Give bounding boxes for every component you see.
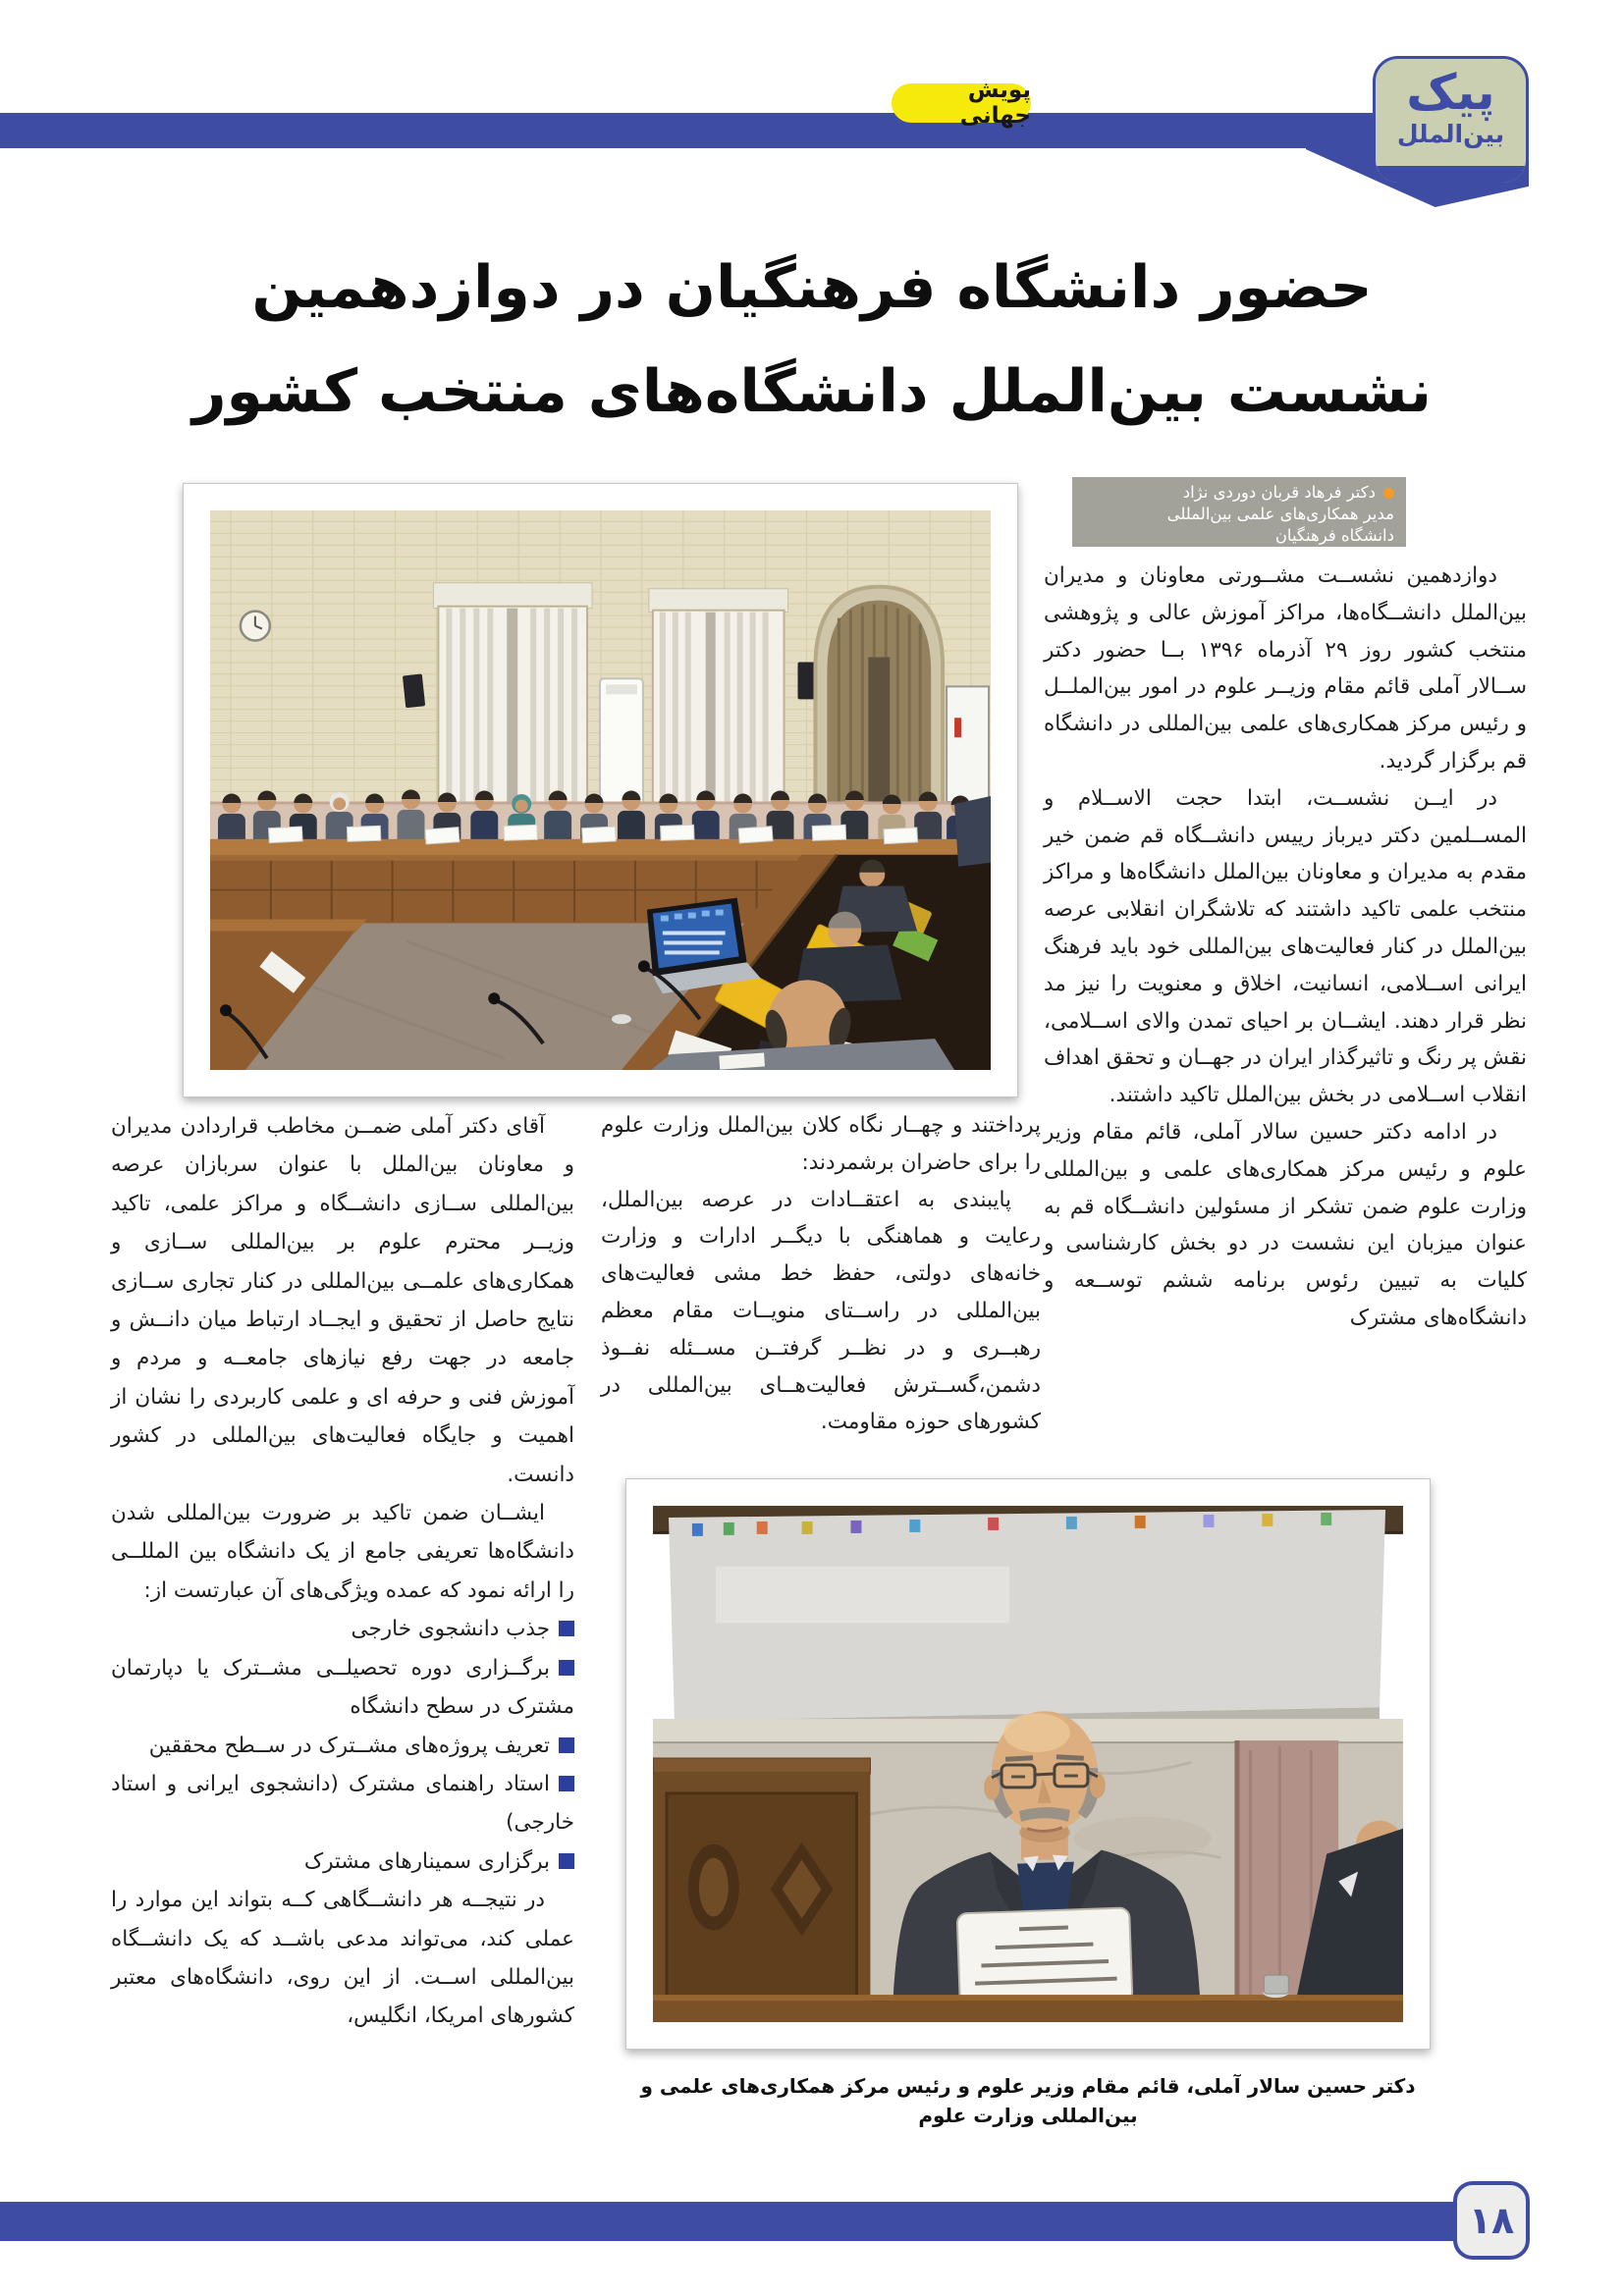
author-bullet-icon: [1383, 488, 1394, 499]
bullet-square-icon: [559, 1737, 574, 1753]
section-badge: [892, 78, 1031, 129]
author-org: دانشگاه فرهنگیان: [1274, 526, 1394, 545]
magazine-logo: [1373, 56, 1529, 186]
paragraph: در نتیجــه هر دانشــگاهی کــه بتواند این موارد را عملی کند، می‌تواند مدعی باشــد که یک دانشــگاه بین‌المللی اســت. از این روی، دانشگاه‌های معتبر کشورهای امریکا، انگلیس،: [111, 1888, 574, 2029]
bullet-square-icon: [559, 1776, 574, 1791]
author-role: مدیر همکاری‌های علمی بین‌المللی: [1166, 505, 1394, 523]
article-title-line1: حضور دانشگاه فرهنگیان در دوازدهمین: [251, 253, 1373, 322]
column-left: [111, 1107, 574, 2036]
section-badge-label: پویش جهانی: [959, 78, 1031, 129]
bullet-square-icon: [559, 1853, 574, 1869]
list-item: برگزاری سمینارهای مشترک: [111, 1842, 574, 1881]
paragraph: دوازدهمین نشســت مشــورتی معاونان و مدیران بین‌الملل دانشــگاه‌ها، مراکز آموزش عالی و پژوهشی منتخب کشور روز ۲۹ آذرماه ۱۳۹۶ بــا حضور دکتر ســالار آملی قائم مقام وزیــر علوم در امور بین‌الملــل و رئیس مرکز همکاری‌های علمی بین‌المللی در دانشگاه قم برگزار گردید.: [1044, 563, 1527, 774]
meeting-room-photo: [210, 510, 991, 1070]
logo-subtitle: بین‌الملل: [1396, 120, 1505, 148]
paragraph: در ادامه دکتر حسین سالار آملی، قائم مقام وزیر علوم و رئیس مرکز همکاری‌های علمی و بین‌المللی وزارت علوم ضمن تشکر از مسئولین دانشــگاه قم به عنوان میزبان این نشست در دو بخش کارشناسی و کلیات به تبیین رئوس برنامه ششم توســعه و دانشگاه‌های مشترک: [1044, 1119, 1527, 1330]
meeting-room-photo-frame: [183, 483, 1018, 1097]
paragraph: آقای دکتر آملی ضمــن مخاطب قراردادن مدیران و معاونان بین‌الملل با عنوان سربازان عرصه بین‌المللی ســازی دانشــگاه و مراکز علمی، تاکید وزیــر محترم علوم بر بین‌المللی ســازی و همکاری‌های علمــی بین‌المللی در کنار تجاری ســازی نتایج حاصل از تحقیق و ایجــاد ارتباط میان دانــش و جامعه در جهت رفع نیازهای جامعــه و مردم و آموزش فنی و حرفه ای و علمی کاربردی را نشان از اهمیت و جایگاه فعالیت‌های بین‌المللی در کشور دانست.: [111, 1114, 574, 1487]
paragraph: در ایــن نشســت، ابتدا حجت الاســلام و المســلمین دکتر دیرباز رییس دانشــگاه قم ضمن خیر مقدم به مدیران و معاونان بین‌الملل دانشگاه‌ها و مراکز منتخب علمی تاکید داشتند که تلاشگران انقلابی عرصه بین‌الملل در کنار فعالیت‌های بین‌المللی خود باید فرهنگ ایرانی اســلامی، انسانیت، اخلاق و معنویت را نیز مد نظر قرار دهند. ایشــان بر احیای تمدن والای اســلامی، نقش پر رنگ و تاثیرگذار ایران در جهــان و تحقق اهداف انقلاب اســلامی در بخش بین‌الملل تاکید داشتند.: [1044, 785, 1527, 1108]
page-number: [1453, 2181, 1530, 2260]
author-name: دکتر فرهاد قربان دوردی نژاد: [1182, 483, 1376, 502]
photo-caption: دکتر حسین سالار آملی، قائم مقام وزیر علوم و رئیس مرکز همکاری‌های علمی و بین‌المللی وزارت علوم: [640, 2074, 1416, 2127]
list-item: استاد راهنمای مشترک (دانشجوی ایرانی و استاد خارجی): [111, 1771, 574, 1836]
page-number-value: ۱۸: [1468, 2199, 1515, 2242]
column-middle: [601, 1107, 1041, 1441]
speaker-photo: [653, 1506, 1403, 2022]
article-title-line2: نشست بین‌الملل دانشگاه‌های منتخب کشور: [192, 357, 1432, 426]
footer-band: [0, 2202, 1454, 2241]
list-item: برگــزاری دوره تحصیلــی مشــترک یا دپارتمان مشترک در سطح دانشگاه: [111, 1655, 574, 1720]
speaker-photo-frame: [625, 1478, 1431, 2050]
list-item: جذب دانشجوی خارجی: [111, 1610, 574, 1648]
bullet-square-icon: [559, 1621, 574, 1636]
paragraph: پایبندی به اعتقــادات در عرصه بین‌الملل، رعایت و هماهنگی با دیگــر ادارات و وزارت خانه‌های دولتی، حفظ خط مشی فعالیت‌های بین‌المللی در راســتای منویــات مقام معظم رهبــری و در نظــر گرفتــن مســئله نفــوذ دشمن،گســترش فعالیت‌هــای بین‌المللی در کشورهای حوزه مقاومت.: [601, 1187, 1041, 1435]
bullet-square-icon: [559, 1660, 574, 1676]
article-title: [118, 236, 1506, 444]
paragraph: پرداختند و چهــار نگاه کلان بین‌الملل وزارت علوم را برای حاضران برشمردند:: [601, 1113, 1041, 1175]
paragraph: ایشــان ضمن تاکید بر ضرورت بین‌المللی شدن دانشگاه‌ها تعریفی جامع از یک دانشگاه بین المللــی را ارائه نمود که عمده ویژگی‌های آن عبارتست از:: [111, 1501, 574, 1603]
logo-band: [1376, 166, 1526, 183]
list-item: تعریف پروژه‌های مشــترک در ســطح محققین: [111, 1727, 574, 1765]
column-right: [1044, 558, 1527, 1337]
byline-box: [1072, 477, 1406, 547]
logo-title: پیک: [1406, 64, 1495, 121]
author-line: [1078, 482, 1394, 504]
header-band: [0, 113, 1529, 148]
